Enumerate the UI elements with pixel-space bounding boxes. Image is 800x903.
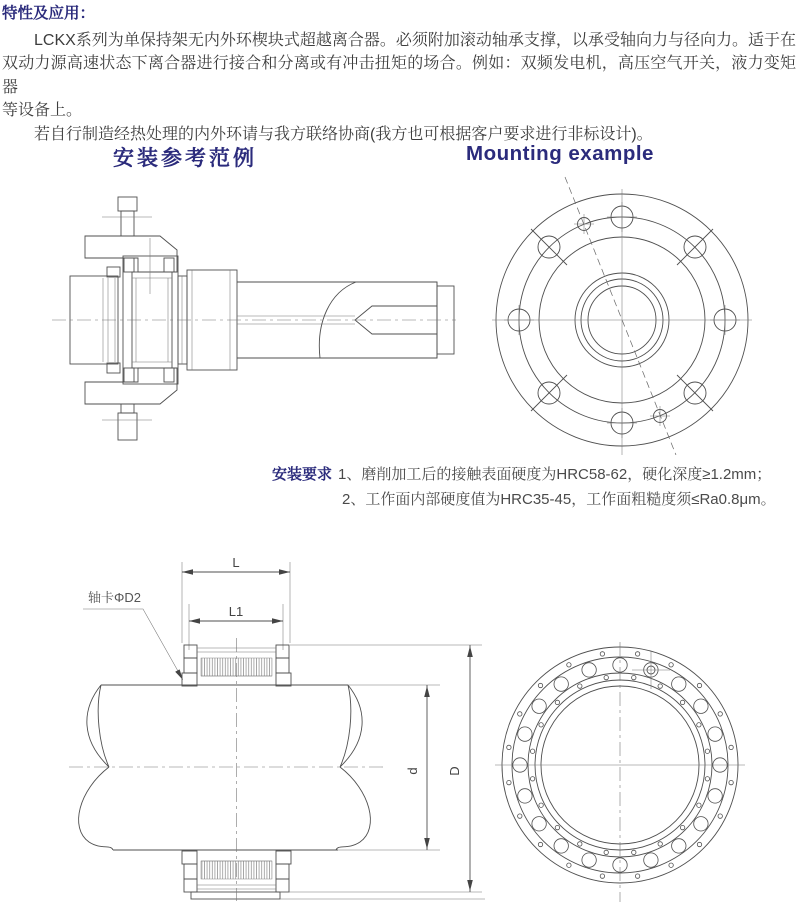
dim-label-D: D [447, 766, 462, 776]
dimension-L [182, 555, 290, 643]
drawing-flange-view [480, 165, 770, 455]
shaft-clip-callout [83, 590, 183, 680]
dimension-d [338, 685, 440, 850]
drawing-clutch-end-view [495, 640, 745, 903]
requirement-item-2: 2、工作面内部硬度值为HRC35-45，工作面粗糙度须≤Ra0.8μm。 [342, 491, 776, 508]
shaft-clip-label: 轴卡ΦD2 [88, 590, 141, 605]
bottom-bolt [102, 404, 152, 440]
requirement-line-1 [272, 462, 776, 487]
heading-mounting-example: Mounting example [466, 142, 654, 165]
requirement-item-1: 1、磨削加工后的接触表面硬度为HRC58-62，硬化深度≥1.2mm； [338, 466, 772, 483]
requirements-label: 安装要求 [272, 466, 333, 483]
intro-title: 特性及应用： [2, 5, 96, 22]
bearing-assembly [123, 238, 178, 384]
intro-line-3: 等设备上。 [2, 102, 83, 119]
dim-label-L: L [232, 555, 240, 570]
bottom-sleeve-plate [191, 892, 280, 899]
dim-label-d: d [405, 767, 420, 775]
heading-installation-reference: 安装参考范例 [113, 147, 257, 170]
top-bolt [102, 197, 152, 236]
intro-section [2, 2, 796, 146]
drawing-cross-section [40, 180, 460, 460]
intro-line-2: 双动力源高速状态下离合器进行接合和分离或有冲击扭矩的场合。例如：双频发电机，高压空气开关，液力变矩器 [2, 55, 796, 96]
intro-line-4: 若自行制造经热处理的内外环请与我方联络协商(我方也可根据客户要求进行非标设计)。 [34, 125, 653, 143]
dim-label-L1: L1 [228, 604, 244, 619]
dimension-D [280, 645, 482, 892]
drawing-dimensioned-assembly [55, 540, 490, 903]
diagonal-centerline [565, 177, 676, 455]
marked-sprag-crosshair [632, 651, 670, 689]
installation-requirements [272, 462, 776, 512]
intro-line-1: LCKX系列为单保持架无内外环楔块式超越离合器。必须附加滚动轴承支撑，以承受轴向力与径向力。适于在 [34, 31, 796, 49]
dimension-L1 [189, 604, 283, 650]
